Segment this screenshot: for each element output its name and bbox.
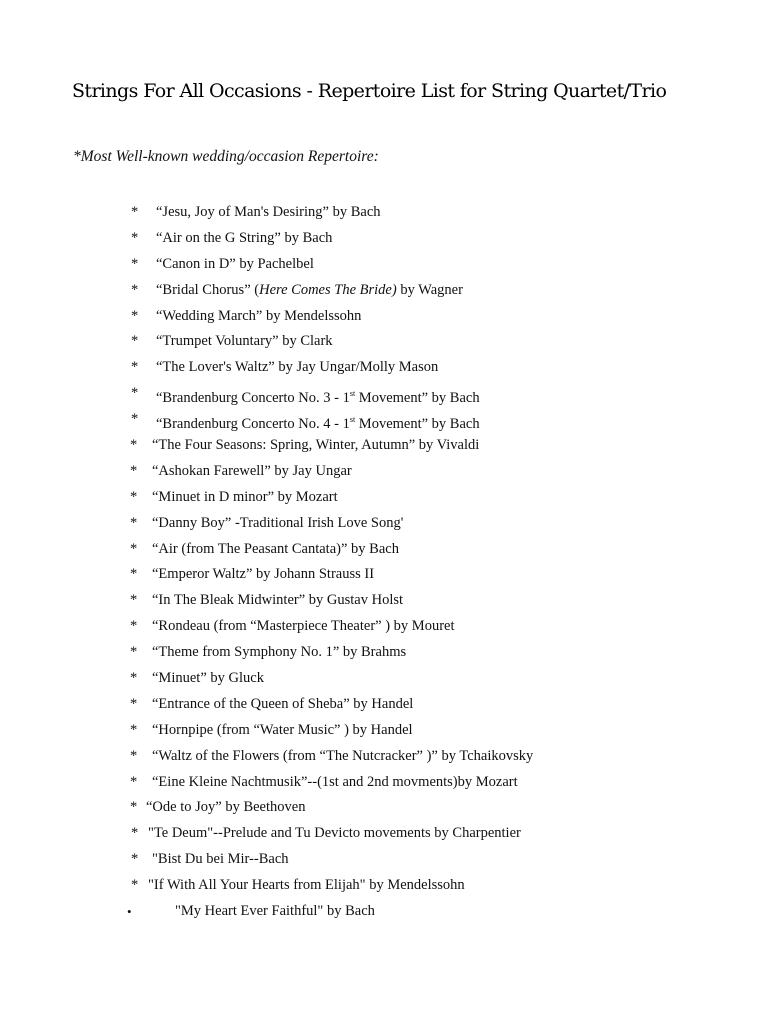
list-item-text: “Ode to Joy” by Beethoven [146, 799, 306, 816]
bullet-marker: * [130, 437, 138, 454]
list-item-text: “Eine Kleine Nachtmusik”--(1st and 2nd movments)by Mozart [152, 773, 518, 790]
list-item-text-italic: Here Comes The Bride) [259, 281, 397, 298]
list-item-text: "Bist Du bei Mir--Bach [152, 851, 289, 868]
bullet-marker: * [130, 747, 138, 764]
list-item-text-pre: “Brandenburg Concerto No. 4 - 1 [156, 415, 350, 432]
superscript-ordinal: st [349, 389, 356, 399]
superscript-ordinal: st [349, 415, 356, 425]
list-item-text-pre: “Bridal Chorus” ( [156, 281, 260, 298]
list-item [0, 588, 768, 614]
list-item [0, 614, 768, 640]
bullet-marker: * [131, 229, 139, 246]
list-item [0, 226, 768, 252]
section-heading: *Most Well-known wedding/occasion Repertoire: [73, 148, 379, 165]
list-item-text: “Minuet” by Gluck [152, 670, 264, 687]
bullet-marker: * [130, 488, 138, 505]
repertoire-list [0, 200, 768, 925]
list-item-text: “The Four Seasons: Spring, Winter, Autumn” by Vivaldi [152, 437, 480, 454]
bullet-marker: * [130, 618, 138, 635]
list-item-text: “Danny Boy” -Traditional Irish Love Song' [152, 514, 404, 531]
list-item [0, 200, 768, 226]
list-item [0, 873, 768, 899]
bullet-marker: * [131, 307, 139, 324]
list-item-text: “In The Bleak Midwinter” by Gustav Holst [152, 592, 404, 609]
list-item-text-post: Movement” by Bach [355, 415, 480, 432]
list-item [0, 537, 768, 563]
list-item [0, 899, 768, 925]
list-item-text: “Wedding March” by Mendelssohn [156, 307, 362, 324]
list-item [0, 485, 768, 511]
list-item [0, 278, 768, 304]
bullet-marker: * [131, 385, 139, 402]
bullet-marker: * [130, 670, 138, 687]
list-item [0, 718, 768, 744]
list-item-text: “The Lover's Waltz” by Jay Ungar/Molly Mason [156, 359, 439, 376]
list-item [0, 770, 768, 796]
list-item [0, 562, 768, 588]
list-item-text: “Waltz of the Flowers (from “The Nutcracker” )” by Tchaikovsky [152, 747, 534, 764]
list-item [0, 847, 768, 873]
list-item [0, 744, 768, 770]
list-item [0, 252, 768, 278]
list-item-text: “Air (from The Peasant Cantata)” by Bach [152, 540, 399, 557]
list-item-text: “Hornpipe (from “Water Music” ) by Handel [152, 721, 413, 738]
list-item [0, 433, 768, 459]
bullet-marker: * [131, 333, 139, 350]
bullet-marker: * [130, 540, 138, 557]
list-item-text: “Entrance of the Queen of Sheba” by Handel [152, 695, 414, 712]
list-item-text-post: Movement” by Bach [355, 390, 480, 407]
bullet-marker: * [131, 255, 139, 272]
list-item [0, 381, 768, 407]
list-item-text: “Air on the G String” by Bach [156, 229, 333, 246]
bullet-marker: * [130, 592, 138, 609]
list-item-text: “Rondeau (from “Masterpiece Theater” ) by Mouret [152, 618, 455, 635]
bullet-marker: * [131, 877, 139, 894]
bullet-marker: * [130, 799, 138, 816]
list-item-text: “Ashokan Farewell” by Jay Ungar [152, 462, 352, 479]
list-item-text: “Theme from Symphony No. 1” by Brahms [152, 644, 407, 661]
document-title: Strings For All Occasions - Repertoire List for String Quartet/Trio [72, 80, 667, 102]
list-item [0, 692, 768, 718]
list-item-text: "Te Deum"--Prelude and Tu Devicto movements by Charpentier [148, 825, 521, 842]
list-item [0, 795, 768, 821]
list-item [0, 407, 768, 433]
list-item [0, 329, 768, 355]
bullet-marker: * [131, 359, 139, 376]
list-item-text: “Trumpet Voluntary” by Clark [156, 333, 333, 350]
bullet-marker: * [130, 644, 138, 661]
bullet-marker: * [130, 514, 138, 531]
bullet-marker: * [130, 566, 138, 583]
bullet-marker: * [131, 411, 139, 428]
list-item [0, 459, 768, 485]
bullet-marker: * [130, 721, 138, 738]
bullet-marker: * [130, 462, 138, 479]
list-item [0, 511, 768, 537]
list-item [0, 304, 768, 330]
list-item-text [156, 278, 463, 304]
bullet-marker: • [127, 904, 132, 920]
list-item-text-pre: “Brandenburg Concerto No. 3 - 1 [156, 390, 350, 407]
bullet-marker: * [130, 773, 138, 790]
list-item-text: “Emperor Waltz” by Johann Strauss II [152, 566, 375, 583]
list-item-text: "My Heart Ever Faithful" by Bach [175, 903, 375, 920]
list-item [0, 640, 768, 666]
bullet-marker: * [131, 851, 139, 868]
list-item-text: “Jesu, Joy of Man's Desiring” by Bach [156, 204, 381, 220]
list-item-text: “Minuet in D minor” by Mozart [152, 488, 338, 505]
list-item-text: "If With All Your Hearts from Elijah" by Mendelssohn [148, 877, 465, 894]
list-item-text: “Canon in D” by Pachelbel [156, 255, 314, 272]
list-item [0, 666, 768, 692]
bullet-marker: * [131, 825, 139, 842]
list-item [0, 821, 768, 847]
list-item-text-post: by Wagner [396, 281, 463, 298]
list-item [0, 355, 768, 381]
bullet-marker: * [130, 695, 138, 712]
bullet-marker: * [131, 281, 139, 298]
bullet-marker: * [131, 204, 139, 220]
